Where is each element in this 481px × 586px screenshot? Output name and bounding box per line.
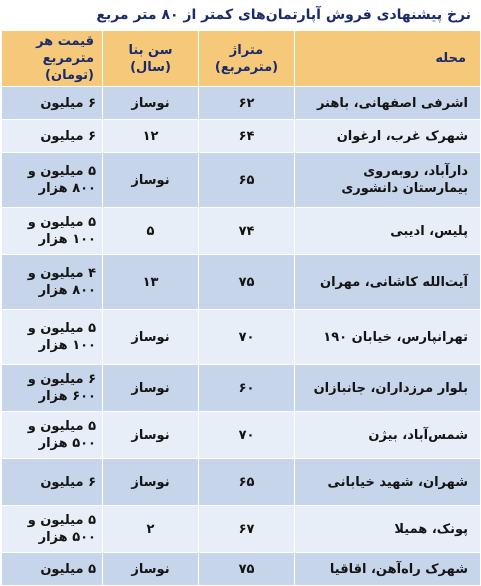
cell-price: ۶ میلیون: [2, 120, 103, 153]
table-row: [2, 553, 481, 586]
price-table: [1, 30, 481, 586]
header-price: [2, 31, 103, 87]
table-row: [2, 365, 481, 412]
cell-price: ۵ میلیون و ۸۰۰ هزار: [2, 153, 103, 208]
cell-area: پلیس، ادیبی: [295, 208, 481, 255]
cell-size: ۶۴: [199, 120, 295, 153]
cell-size: ۶۰: [199, 365, 295, 412]
header-price-unit: (تومان): [45, 68, 94, 83]
table-row: [2, 208, 481, 255]
cell-size: ۷۴: [199, 208, 295, 255]
cell-area: آیت‌الله کاشانی، مهران: [295, 255, 481, 310]
table-row: [2, 120, 481, 153]
cell-size: ۷۵: [199, 553, 295, 586]
table-row: [2, 506, 481, 553]
cell-age: ۲: [103, 506, 199, 553]
cell-area: پونک، همیلا: [295, 506, 481, 553]
cell-price: ۶ میلیون: [2, 87, 103, 120]
cell-price: ۵ میلیون و ۱۰۰ هزار: [2, 310, 103, 365]
cell-price: ۵ میلیون: [2, 553, 103, 586]
cell-age: ۵: [103, 208, 199, 255]
cell-age: نوساز: [103, 365, 199, 412]
cell-price: ۵ میلیون و ۵۰۰ هزار: [2, 506, 103, 553]
header-row: [2, 31, 481, 87]
cell-size: ۶۵: [199, 153, 295, 208]
table-row: [2, 87, 481, 120]
cell-size: ۷۵: [199, 255, 295, 310]
cell-age: نوساز: [103, 459, 199, 506]
header-age-label: سن بنا: [128, 42, 173, 58]
header-size-label: متراژ: [229, 42, 264, 58]
header-size-unit: (مترمربع): [214, 59, 279, 75]
cell-area: شهران، شهید خیابانی: [295, 459, 481, 506]
table-title: نرخ پیشنهادی فروش آپارتمان‌های کمتر از ۸۰ متر مربع: [96, 7, 471, 23]
table-row: [2, 459, 481, 506]
cell-area: اشرفی اصفهانی، باهنر: [295, 87, 481, 120]
cell-age: نوساز: [103, 153, 199, 208]
header-area-label: محله: [435, 51, 466, 66]
cell-price: ۴ میلیون و ۸۰۰ هزار: [2, 255, 103, 310]
cell-area: دارآباد، روبه‌روی بیمارستان دانشوری: [295, 153, 481, 208]
header-age-unit: (سال): [130, 59, 171, 75]
cell-area: تهرانپارس، خیابان ۱۹۰: [295, 310, 481, 365]
cell-price: ۵ میلیون و ۱۰۰ هزار: [2, 208, 103, 255]
header-age: [103, 31, 199, 87]
cell-area: شهرک راه‌آهن، اقاقیا: [295, 553, 481, 586]
header-price-label: قیمت هر مترمربع: [36, 34, 94, 66]
header-size: [199, 31, 295, 87]
cell-area: شمس‌آباد، بیژن: [295, 412, 481, 459]
cell-age: نوساز: [103, 412, 199, 459]
cell-price: ۵ میلیون و ۵۰۰ هزار: [2, 412, 103, 459]
cell-size: ۶۵: [199, 459, 295, 506]
cell-age: نوساز: [103, 310, 199, 365]
table-row: [2, 412, 481, 459]
cell-price: ۶ میلیون: [2, 459, 103, 506]
table-row: [2, 310, 481, 365]
cell-area: بلوار مرزداران، جانبازان: [295, 365, 481, 412]
cell-age: نوساز: [103, 553, 199, 586]
cell-age: ۱۳: [103, 255, 199, 310]
cell-size: ۶۷: [199, 506, 295, 553]
cell-size: ۷۰: [199, 310, 295, 365]
cell-area: شهرک غرب، ارغوان: [295, 120, 481, 153]
cell-age: نوساز: [103, 87, 199, 120]
table-row: [2, 153, 481, 208]
table-row: [2, 255, 481, 310]
cell-age: ۱۲: [103, 120, 199, 153]
cell-price: ۶ میلیون و ۶۰۰ هزار: [2, 365, 103, 412]
header-area: [295, 31, 481, 87]
cell-size: ۶۲: [199, 87, 295, 120]
cell-size: ۷۰: [199, 412, 295, 459]
